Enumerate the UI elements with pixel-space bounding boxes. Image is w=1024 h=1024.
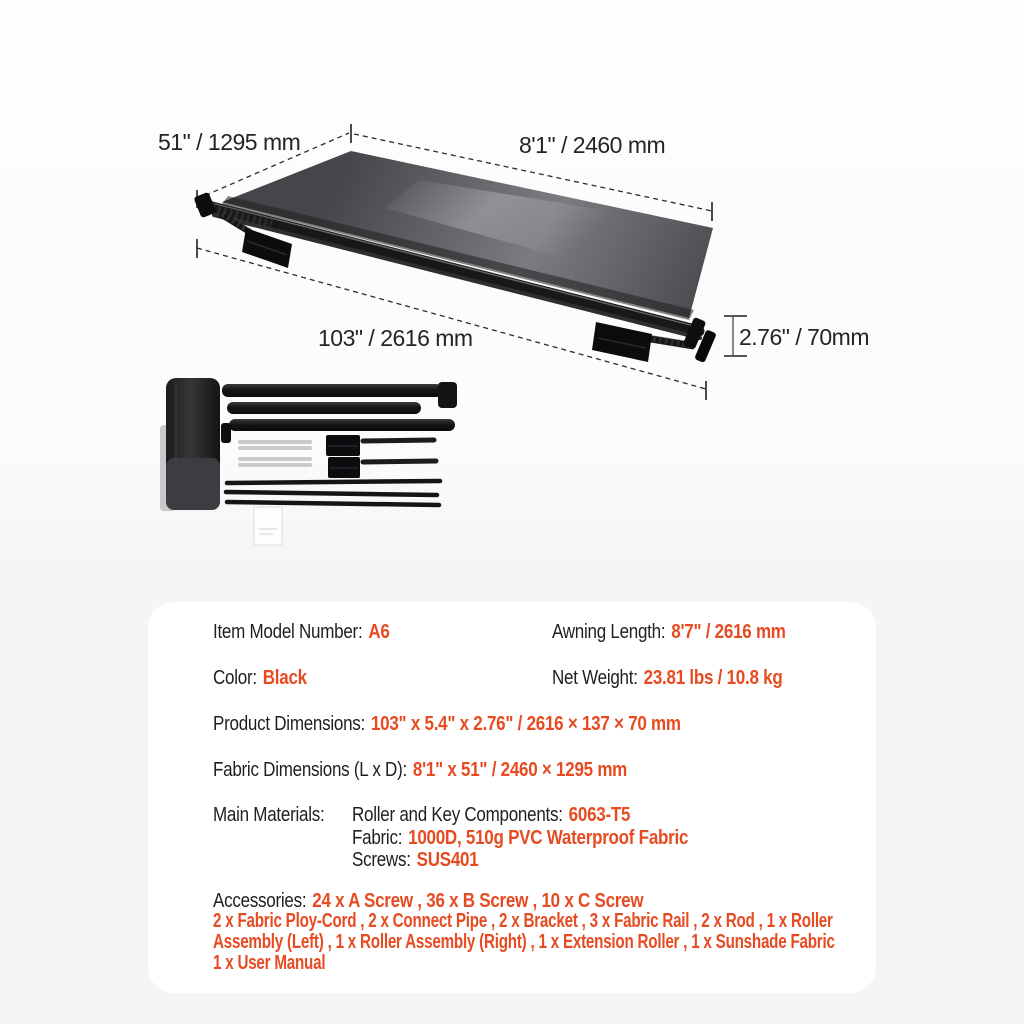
spec-label: Color: [213, 667, 257, 689]
user-manual [254, 507, 282, 545]
spec-material-roller: Roller and Key Components: 6063-T5 [352, 804, 631, 826]
spec-label: Product Dimensions: [213, 713, 366, 735]
dimension-label-width: 8'1" / 2460 mm [519, 132, 666, 158]
spec-material-screws: Screws: SUS401 [352, 849, 479, 871]
fabric-rails [238, 440, 312, 467]
parts-kit-image [160, 378, 457, 545]
spec-label: Awning Length: [552, 621, 666, 643]
mounting-brackets [326, 435, 360, 478]
spec-value: 8'7" / 2616 mm [671, 621, 786, 643]
dimension-label-height: 2.76" / 70mm [739, 324, 870, 350]
spec-material-fabric: Fabric: 1000D, 510g PVC Waterproof Fabric [352, 827, 689, 849]
accessories-line: 1 x User Manual [213, 952, 326, 974]
spec-awning-length [552, 621, 786, 643]
sunshade-fabric-roll [160, 378, 220, 511]
awning-dimension-diagram [193, 124, 747, 400]
spec-label: Fabric Dimensions (L x D): [213, 759, 407, 781]
spec-accessories: Accessories: 24 x A Screw , 36 x B Screw , 10 x C Screw [213, 890, 644, 912]
spec-color [213, 667, 307, 689]
spec-card [148, 602, 876, 993]
spec-item-model [213, 621, 390, 643]
spec-value: A6 [368, 621, 390, 643]
spec-fabric-dimensions [213, 759, 627, 781]
spec-value: 23.81 lbs / 10.8 kg [643, 667, 783, 689]
spec-value: 8'1" x 51" / 2460 × 1295 mm [412, 759, 628, 781]
spec-net-weight [552, 667, 782, 689]
dimension-label-depth: 51" / 1295 mm [158, 129, 301, 155]
dimension-label-length: 103" / 2616 mm [318, 325, 473, 351]
accessories-line: Assembly (Left) , 1 x Roller Assembly (Right) , 1 x Extension Roller , 1 x Sunshade Fabric [213, 931, 835, 953]
spec-product-dimensions [213, 713, 681, 735]
spec-label: Item Model Number: [213, 621, 363, 643]
spec-main-materials-label: Main Materials: [213, 804, 325, 826]
accessories-line: 2 x Fabric Ploy-Cord , 2 x Connect Pipe , 2 x Bracket , 3 x Fabric Rail , 2 x Rod , 1 x Roller [213, 910, 833, 932]
spec-label: Net Weight: [552, 667, 638, 689]
spec-value: Black [262, 667, 307, 689]
spec-value: 103" x 5.4" x 2.76" / 2616 × 137 × 70 mm [370, 713, 681, 735]
connect-pipe [227, 402, 421, 414]
